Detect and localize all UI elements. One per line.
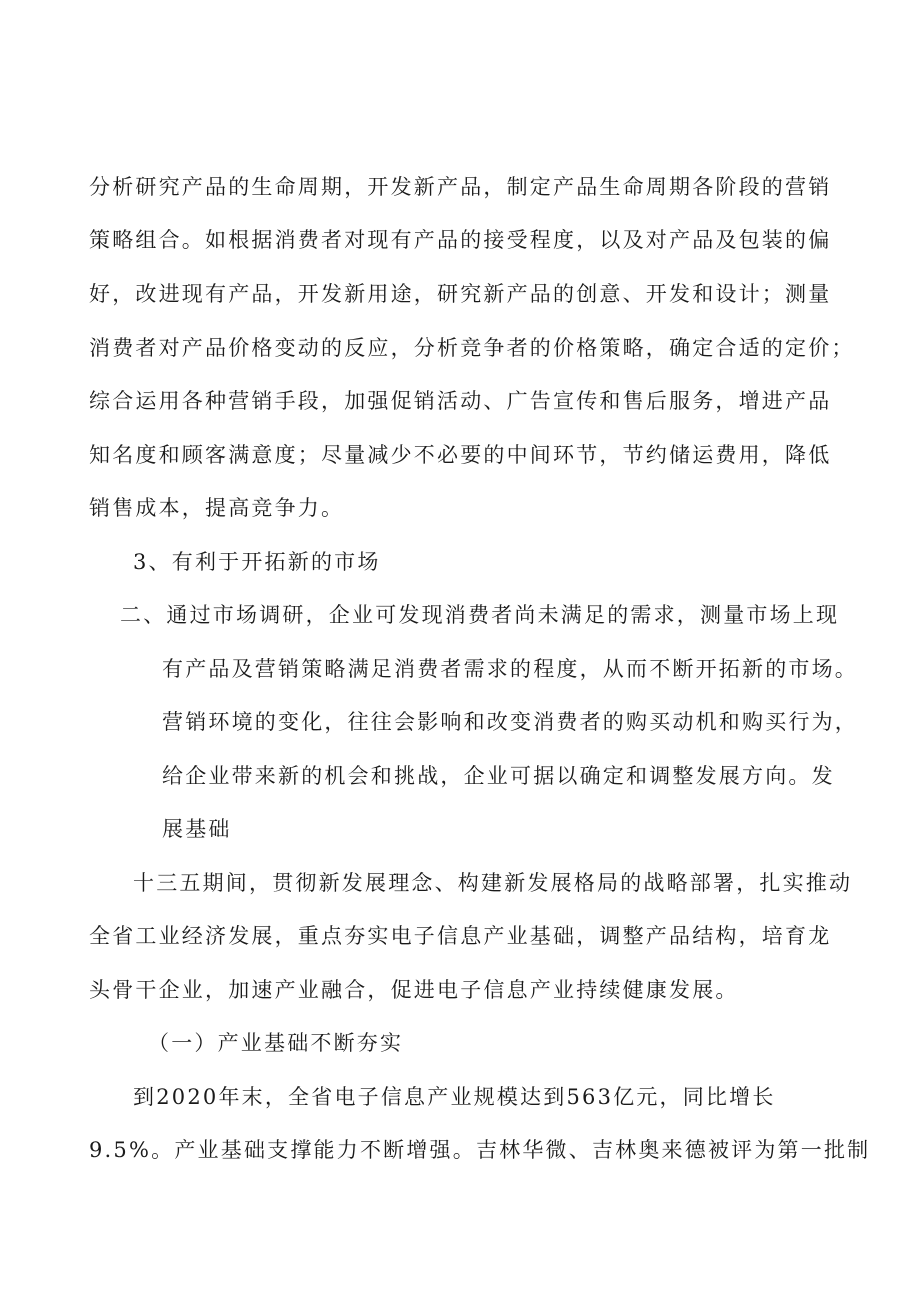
text-line: 9.5%。产业基础支撑能力不断增强。吉林华微、吉林奥来德被评为第一批制 (89, 1138, 871, 1162)
text-line: 全省工业经济发展，重点夯实电子信息产业基础，调整产品结构，培育龙 (89, 924, 832, 948)
text-line: 有产品及营销策略满足消费者需求的程度，从而不断开拓新的市场。 (162, 657, 858, 681)
text-line: 消费者对产品价格变动的反应，分析竞争者的价格策略，确定合适的定价； (89, 336, 855, 360)
list-item-heading: 3、有利于开拓新的市场 (133, 550, 381, 574)
text-line: 营销环境的变化，往往会影响和改变消费者的购买动机和购买行为， (162, 710, 858, 734)
section-heading-line: 二、通过市场调研，企业可发现消费者尚未满足的需求，测量市场上现 (120, 603, 840, 627)
text-line: 头骨干企业，加速产业融合，促进电子信息产业持续健康发展。 (89, 978, 739, 1002)
text-line: 十三五期间，贯彻新发展理念、构建新发展格局的战略部署，扎实推动 (133, 871, 853, 895)
subheading: （一）产业基础不断夯实 (148, 1031, 404, 1055)
text-line: 策略组合。如根据消费者对现有产品的接受程度，以及对产品及包装的偏 (89, 228, 832, 252)
text-line: 销售成本，提高竞争力。 (89, 496, 345, 520)
text-line: 好，改进现有产品，开发新用途，研究新产品的创意、开发和设计；测量 (89, 282, 832, 306)
text-line: 到2020年末，全省电子信息产业规模达到563亿元，同比增长 (133, 1085, 776, 1109)
text-line: 给企业带来新的机会和挑战，企业可据以确定和调整发展方向。发 (162, 764, 835, 788)
text-line: 综合运用各种营销手段，加强促销活动、广告宣传和售后服务，增进产品 (89, 389, 832, 413)
text-line: 分析研究产品的生命周期，开发新产品，制定产品生命周期各阶段的营销 (89, 175, 832, 199)
text-line: 知名度和顾客满意度；尽量减少不必要的中间环节，节约储运费用，降低 (89, 443, 832, 467)
text-line: 展基础 (162, 817, 232, 841)
